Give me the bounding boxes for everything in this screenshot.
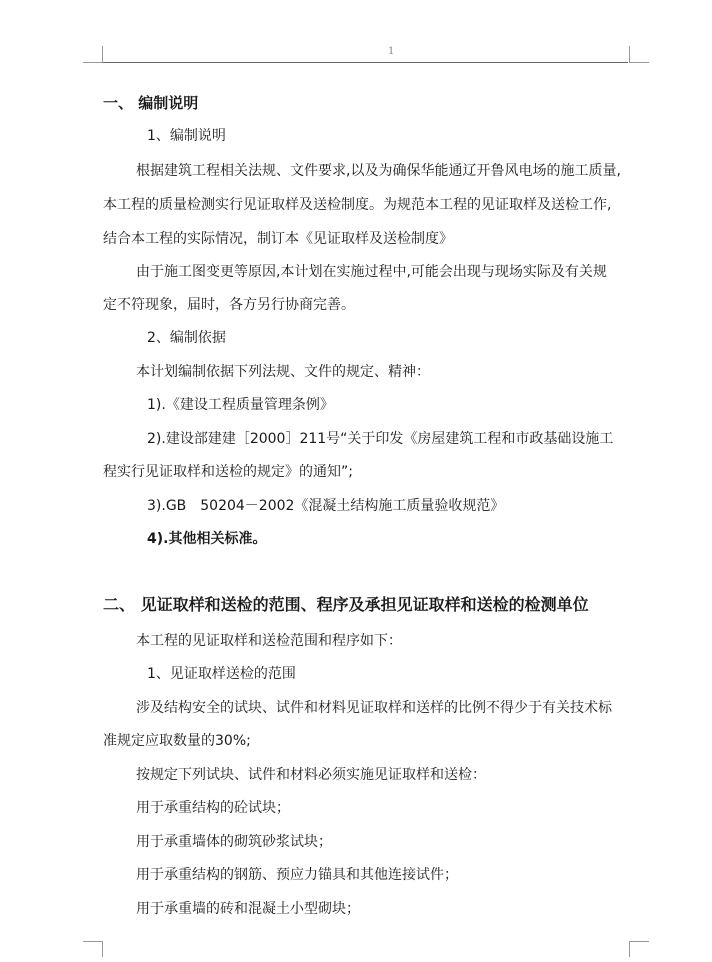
paragraph-line: 定不符现象，届时，各方另行协商完善。 [103, 297, 355, 313]
crop-mark-bottom-left [83, 941, 103, 962]
paragraph-line: 由于施工图变更等原因,本计划在实施过程中,可能会出现与现场实际及有关规 [136, 264, 607, 280]
paragraph-line: 结合本工程的实际情况，制订本《见证取样及送检制度》 [103, 231, 453, 247]
crop-mark-top-right [629, 62, 649, 83]
basis-item: 2).建设部建建［2000］211号“关于印发《房屋建筑工程和市政基础设施工 [147, 431, 614, 447]
basis-item: 4).其他相关标准。 [147, 531, 267, 547]
basis-item: 3).GB 50204－2002《混凝土结构施工质量验收规范》 [147, 498, 505, 514]
basis-item-continuation: 程实行见证取样和送检的规定》的通知”; [103, 464, 353, 480]
basis-item: 1).《建设工程质量管理条例》 [147, 397, 334, 413]
list-item: 用于承重墙体的砌筑砂浆试块； [136, 834, 332, 850]
list-intro: 按规定下列试块、试件和材料必须实施见证取样和送检： [136, 767, 486, 783]
section1-sub1-title: 1、编制说明 [147, 128, 226, 144]
paragraph-line: 本工程的质量检测实行见证取样及送检制度。为规范本工程的见证取样及送检工作, [103, 197, 612, 213]
crop-mark-top-left [83, 62, 103, 83]
section2-sub1-title: 1、见证取样送检的范围 [147, 666, 296, 682]
basis-intro: 本计划编制依据下列法规、文件的规定、精神： [136, 364, 430, 380]
list-item: 用于承重结构的砼试块； [136, 800, 290, 816]
section2-heading: 二、 见证取样和送检的范围、程序及承担见证取样和送检的检测单位 [103, 595, 589, 614]
paragraph-line: 根据建筑工程相关法规、文件要求,以及为确保华能通辽开鲁风电场的施工质量, [136, 163, 621, 179]
list-item: 用于承重墙的砖和混凝土小型砌块； [136, 901, 360, 917]
header-rule [103, 62, 628, 63]
page-number: 1 [388, 46, 395, 57]
paragraph-line: 准规定应取数量的30%; [103, 733, 251, 749]
crop-mark-bottom-right [629, 941, 649, 962]
section1-sub2-title: 2、编制依据 [147, 330, 226, 346]
section1-heading: 一、 编制说明 [103, 94, 199, 112]
section2-intro: 本工程的见证取样和送检范围和程序如下： [136, 633, 402, 649]
list-item: 用于承重结构的钢筋、预应力锚具和其他连接试件； [136, 867, 458, 883]
paragraph-line: 涉及结构安全的试块、试件和材料见证取样和送样的比例不得少于有关技术标 [136, 700, 612, 716]
